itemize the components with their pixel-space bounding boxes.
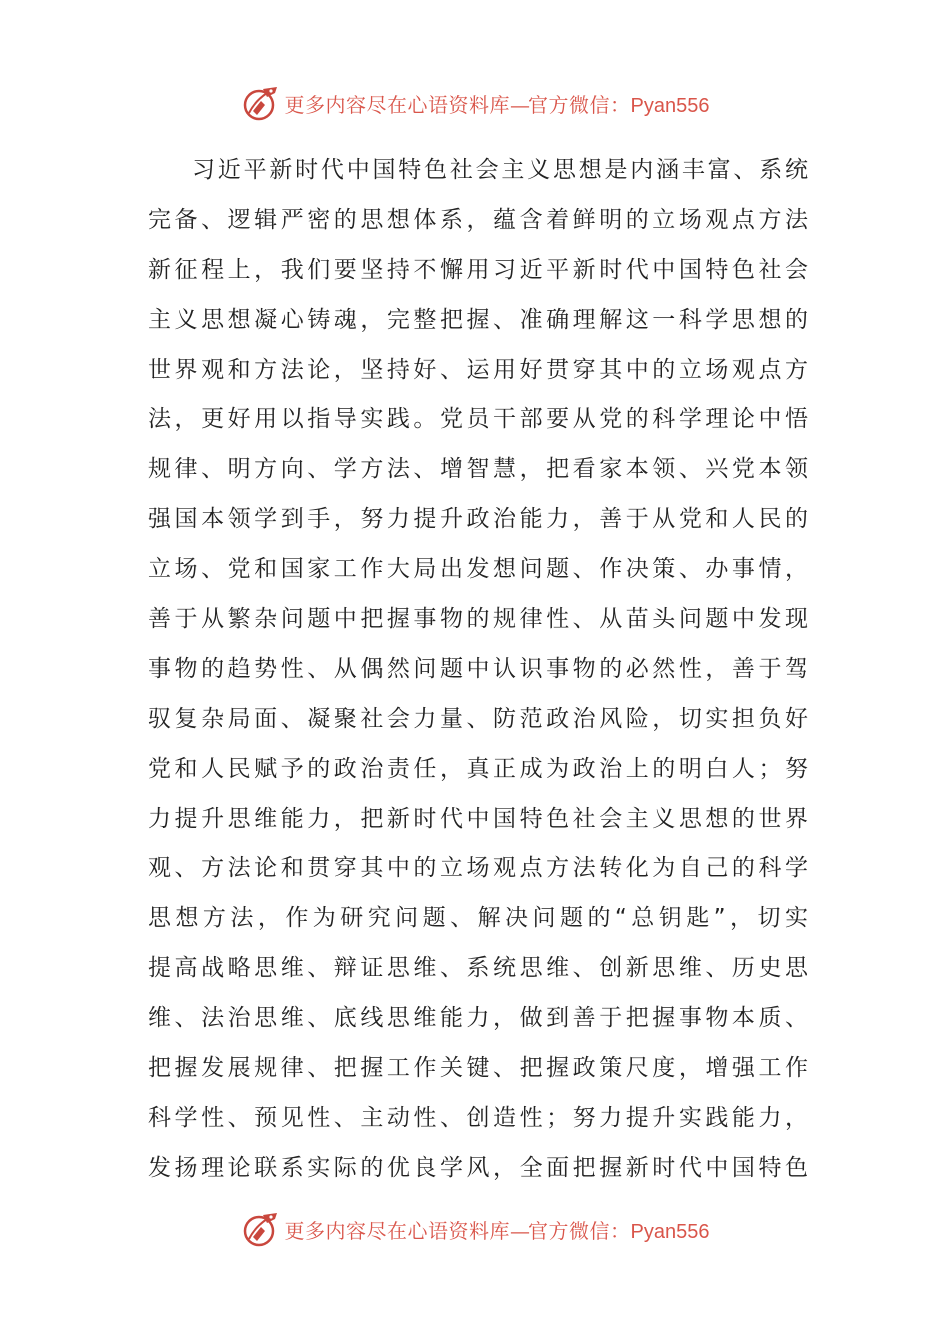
footer-wechat-label: 官方微信： xyxy=(528,1218,631,1243)
body-line: 把握发展规律、把握工作关键、把握政策尺度，增强工作 xyxy=(148,1055,808,1082)
body-line: 规律、明方向、学方法、增智慧，把看家本领、兴党本领 xyxy=(148,456,808,483)
body-line: 法，更好用以指导实践。党员干部要从党的科学理论中悟 xyxy=(148,406,808,433)
header-dash: — xyxy=(510,92,529,117)
body-line: 党和人民赋予的政治责任，真正成为政治上的明白人；努 xyxy=(148,755,808,782)
body-line: 新征程上，我们要坚持不懈用习近平新时代中国特色社会 xyxy=(148,256,808,283)
pen-logo-icon xyxy=(241,1209,281,1249)
body-line: 力提升思维能力，把新时代中国特色社会主义思想的世界 xyxy=(148,805,808,832)
body-line: 观、方法论和贯穿其中的立场观点方法转化为自己的科学 xyxy=(148,855,808,882)
body-line: 习近平新时代中国特色社会主义思想是内涵丰富、系统 xyxy=(192,157,808,183)
body-line: 主义思想凝心铸魂，完整把握、准确理解这一科学思想的 xyxy=(148,306,808,333)
header-wechat-id: Pyan556 xyxy=(630,94,710,117)
body-line: 驭复杂局面、凝聚社会力量、防范政治风险，切实担负好 xyxy=(148,705,808,732)
document-body xyxy=(148,146,808,1194)
body-line: 科学性、预见性、主动性、创造性；努力提升实践能力， xyxy=(148,1104,808,1131)
footer-dash: — xyxy=(510,1218,529,1243)
body-line: 发扬理论联系实际的优良学风，全面把握新时代中国特色 xyxy=(148,1154,808,1181)
body-line: 提高战略思维、辩证思维、系统思维、创新思维、历史思 xyxy=(148,955,808,982)
body-line: 善于从繁杂问题中把握事物的规律性、从苗头问题中发现 xyxy=(148,606,808,633)
footer-text xyxy=(285,1215,710,1244)
body-line: 立场、党和国家工作大局出发想问题、作决策、办事情， xyxy=(148,556,808,583)
header-text xyxy=(285,89,710,118)
header-site-name: 更多内容尽在心语资料库 xyxy=(284,92,511,117)
body-line: 维、法治思维、底线思维能力，做到善于把握事物本质、 xyxy=(148,1005,808,1032)
footer-banner xyxy=(0,1209,950,1249)
body-line: 强国本领学到手，努力提升政治能力，善于从党和人民的 xyxy=(148,506,808,533)
footer-wechat-id: Pyan556 xyxy=(630,1220,710,1243)
footer-site-name: 更多内容尽在心语资料库 xyxy=(284,1218,511,1243)
body-line: 思想方法，作为研究问题、解决问题的“总钥匙”，切实 xyxy=(148,905,808,932)
body-line: 完备、逻辑严密的思想体系，蕴含着鲜明的立场观点方法 xyxy=(148,206,808,233)
header-banner xyxy=(0,83,950,123)
pen-logo-icon xyxy=(241,83,281,123)
header-wechat-label: 官方微信： xyxy=(528,92,631,117)
body-line: 事物的趋势性、从偶然问题中认识事物的必然性，善于驾 xyxy=(148,655,808,682)
body-line: 世界观和方法论，坚持好、运用好贯穿其中的立场观点方 xyxy=(148,356,808,383)
